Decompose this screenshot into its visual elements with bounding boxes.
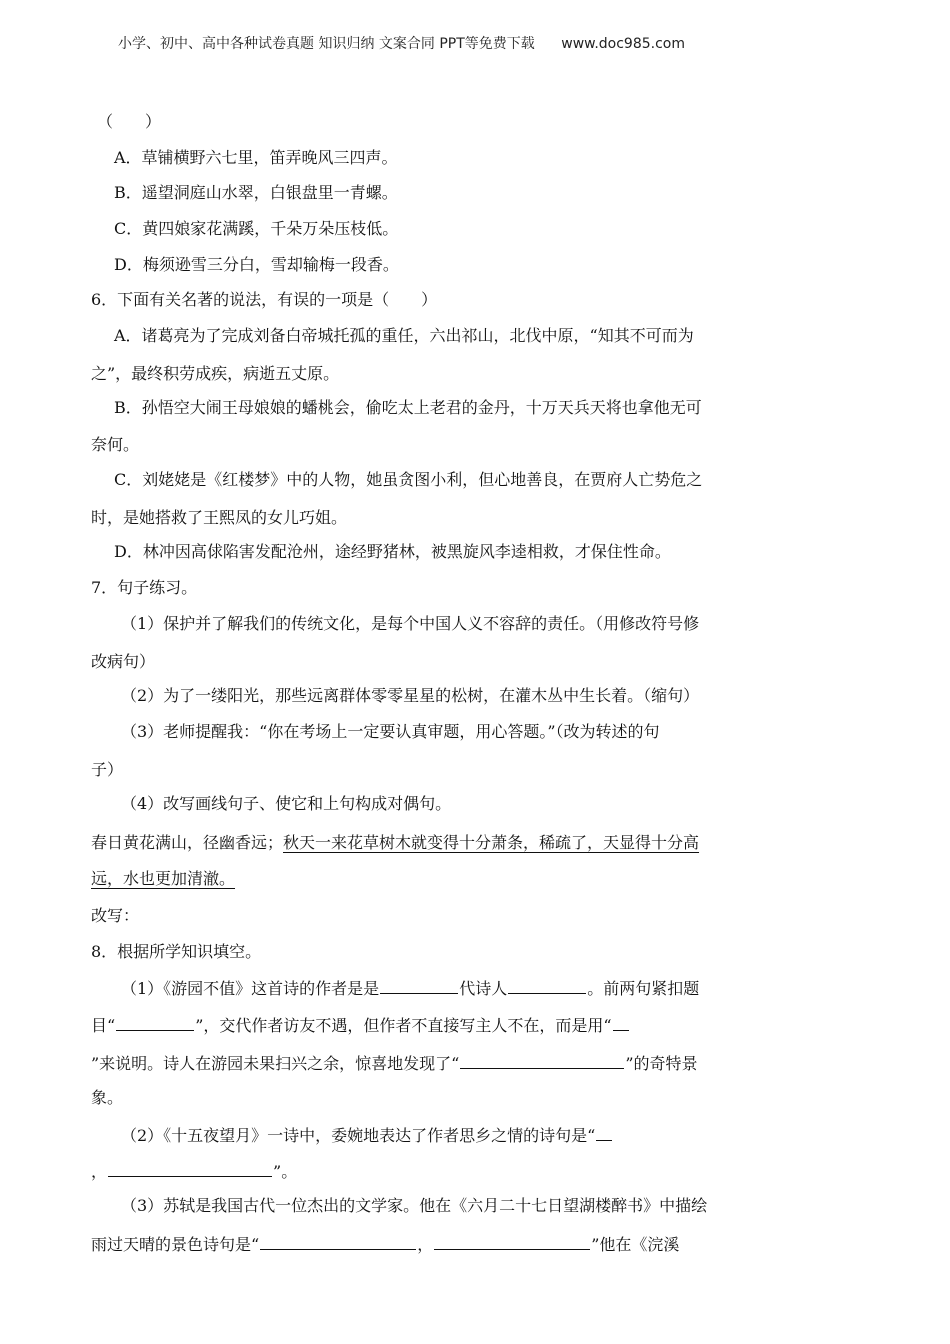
answer-blank-poet[interactable] xyxy=(508,977,586,994)
q5-option-a: A．草铺横野六七里，笛弄晚风三四声。 xyxy=(114,148,398,167)
answer-blank-scene[interactable] xyxy=(460,1052,624,1069)
q7-passage-underlined-2: 远，水也更加清澈。 xyxy=(91,869,236,888)
q7-sub3-line2: 子） xyxy=(91,760,124,779)
q8-p2-text-a: （2）《十五夜望月》一诗中，委婉地表达了作者思乡之情的诗句是“ xyxy=(121,1126,596,1145)
answer-blank-dynasty[interactable] xyxy=(380,977,458,994)
q8-p3-line1: （3）苏轼是我国古代一位杰出的文学家。他在《六月二十七日望湖楼醉书》中描绘 xyxy=(121,1196,708,1215)
q8-p1-text-d: 目“ xyxy=(91,1016,116,1035)
q8-p1-text-g: ”的奇特景 xyxy=(625,1054,698,1073)
q7-sub2: （2）为了一缕阳光，那些远离群体零零星星的松树，在灌木丛中生长着。（缩句） xyxy=(121,686,700,705)
q8-p1-text-c: 。前两句紧扣题 xyxy=(587,979,700,998)
q8-p3-comma: ， xyxy=(417,1235,434,1254)
q6-option-a-line1: A．诸葛亮为了完成刘备白帝城托孤的重任，六出祁山，北伐中原，“知其不可而为 xyxy=(114,326,694,345)
q7-sub1-line2: 改病句） xyxy=(91,652,156,671)
q7-rewrite-label: 改写： xyxy=(91,906,140,925)
q8-p1-line2 xyxy=(91,1014,630,1036)
q7-passage-line2 xyxy=(91,869,235,889)
q8-p1-text-a: （1）《游园不值》这首诗的作者是是 xyxy=(121,979,380,998)
q7-passage-plain: 春日黄花满山，径幽香远； xyxy=(91,833,284,852)
answer-blank-rain-verse-a[interactable] xyxy=(260,1233,416,1250)
page-header xyxy=(118,33,685,53)
q5-option-d: D．梅须逊雪三分白，雪却输梅一段香。 xyxy=(114,255,399,274)
q5-stem-tail: （ ） xyxy=(97,112,162,131)
q8-p2-text-b: ”。 xyxy=(273,1162,298,1181)
q6-option-c-line1: C．刘姥姥是《红楼梦》中的人物，她虽贪图小利，但心地善良，在贾府人亡势危之 xyxy=(114,470,703,489)
q5-option-c: C．黄四娘家花满蹊，千朵万朵压枝低。 xyxy=(114,219,399,238)
q8-p2-line1 xyxy=(121,1124,613,1146)
answer-blank-title-line[interactable] xyxy=(116,1014,194,1031)
q8-p1-line1 xyxy=(121,977,699,999)
q6-option-b-line1: B．孙悟空大闹王母娘娘的蟠桃会，偷吃太上老君的金丹，十万天兵天将也拿他无可 xyxy=(114,398,702,417)
q5-option-b: B．遥望洞庭山水翠，白银盘里一青螺。 xyxy=(114,183,398,202)
q6-option-a-line2: 之”，最终积劳成疾，病逝五丈原。 xyxy=(91,364,340,383)
answer-blank-rain-verse-b[interactable] xyxy=(434,1233,590,1250)
q6-option-d: D．林冲因高俅陷害发配沧州，途经野猪林，被黑旋风李逵相救，才保住性命。 xyxy=(114,542,671,561)
q7-stem: 7．句子练习。 xyxy=(91,578,198,597)
q6-stem: 6．下面有关名著的说法，有误的一项是（ ） xyxy=(91,290,438,309)
q7-sub1-line1: （1）保护并了解我们的传统文化，是每个中国人义不容辞的责任。（用修改符号修 xyxy=(121,614,700,633)
q8-p3-text-a: 雨过天晴的景色诗句是“ xyxy=(91,1235,260,1254)
q6-option-c-line2: 时，是她搭救了王熙凤的女儿巧姐。 xyxy=(91,508,348,527)
q7-passage-underlined-1: 秋天一来花草树木就变得十分萧条，稀疏了，天显得十分高 xyxy=(283,833,700,852)
q8-stem: 8．根据所学知识填空。 xyxy=(91,942,262,961)
q8-p1-line4: 象。 xyxy=(91,1088,124,1107)
q7-passage-line1 xyxy=(91,833,699,853)
q8-p2-line2 xyxy=(91,1160,297,1182)
answer-blank-verse-start[interactable] xyxy=(613,1014,629,1031)
q8-p2-comma: ， xyxy=(91,1162,108,1181)
q6-option-b-line2: 奈何。 xyxy=(91,435,140,454)
q8-p3-text-c: ”他在《浣溪 xyxy=(591,1235,680,1254)
header-text: 小学、初中、高中各种试卷真题 知识归纳 文案合同 PPT等免费下载 xyxy=(118,36,535,52)
answer-blank-verse-a[interactable] xyxy=(596,1124,612,1141)
answer-blank-verse-b[interactable] xyxy=(108,1160,272,1177)
q8-p1-text-e: ”，交代作者访友不遇，但作者不直接写主人不在，而是用“ xyxy=(195,1016,612,1035)
header-site-link[interactable]: www.doc985.com xyxy=(561,36,685,52)
q7-sub4: （4）改写画线句子、使它和上句构成对偶句。 xyxy=(121,794,452,813)
q8-p1-line3 xyxy=(91,1052,698,1074)
q8-p1-text-f: ”来说明。诗人在游园未果扫兴之余，惊喜地发现了“ xyxy=(91,1054,460,1073)
q7-sub3-line1: （3）老师提醒我：“你在考场上一定要认真审题，用心答题。”（改为转述的句 xyxy=(121,722,660,741)
q8-p1-text-b: 代诗人 xyxy=(459,979,508,998)
q8-p3-line2 xyxy=(91,1233,679,1255)
